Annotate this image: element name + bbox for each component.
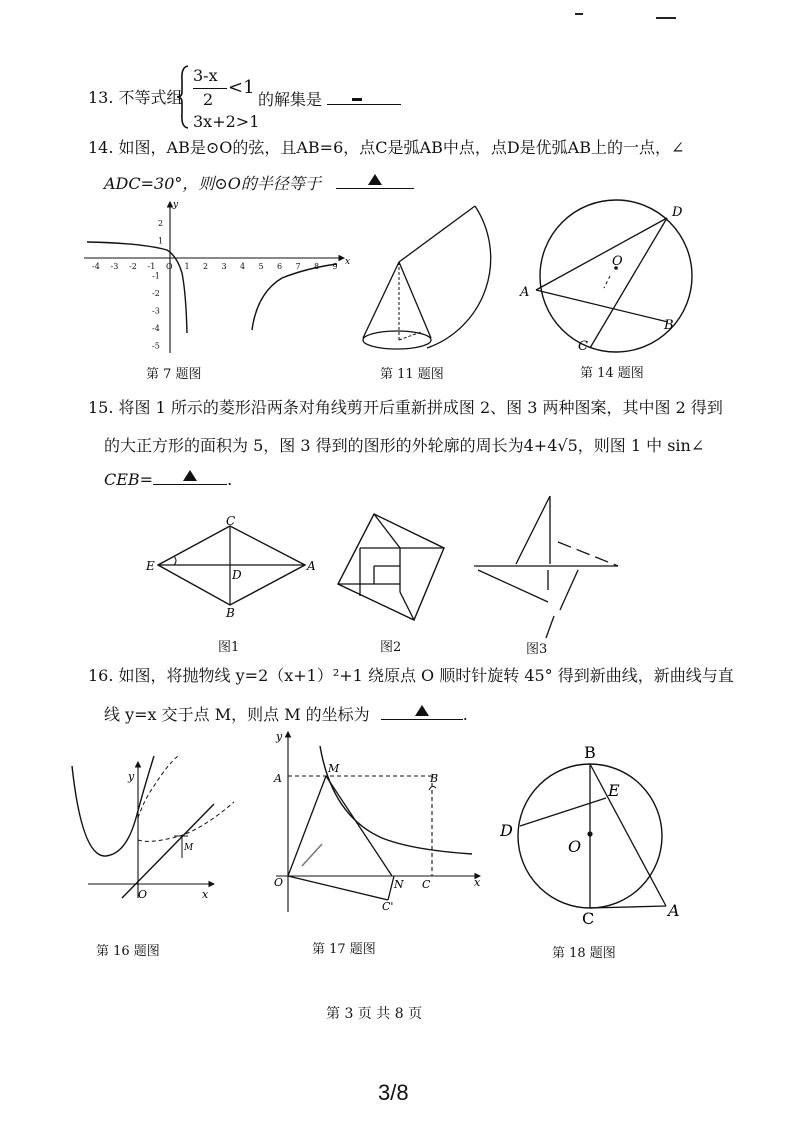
inequality-2: 3x+2>1: [193, 112, 260, 131]
question-13: [88, 88, 183, 108]
x-tick-label: -4: [92, 262, 100, 271]
question-text: 不等式组: [118, 88, 183, 107]
axis-label-x: x: [202, 888, 209, 901]
math-expression: 4+4√5: [523, 436, 578, 455]
inequality-brace: [176, 64, 190, 130]
x-tick-label: -2: [129, 262, 137, 271]
question-text: .: [462, 705, 468, 724]
y-tick-label: -2: [152, 289, 160, 298]
point-label-M: M: [184, 843, 194, 853]
caption-fig17: 第 17 题图: [312, 942, 376, 957]
point-label-A: A: [274, 772, 282, 785]
page-number: 3/8: [378, 1080, 409, 1105]
triangle-icon: [415, 705, 429, 716]
x-tick-label: -1: [147, 262, 156, 271]
x-tick-label: 3: [221, 262, 227, 271]
point-label-N: N: [394, 878, 404, 891]
x-axis-label: x: [345, 257, 351, 267]
point-label-B: B: [430, 772, 439, 785]
point-label-E: E: [146, 559, 155, 573]
scan-mark: [575, 13, 583, 15]
scan-mark: [656, 17, 676, 19]
question-text: CEB=: [104, 470, 154, 489]
y-tick-label: -4: [152, 324, 160, 333]
point-label-A: A: [668, 901, 680, 920]
point-label-B: B: [226, 606, 235, 620]
curve-left: [87, 242, 187, 333]
caption-fig14: 第 14 题图: [580, 366, 644, 381]
x-tick-label: 8: [314, 262, 320, 271]
point-label-C: C: [226, 516, 236, 528]
inequality-1-relation: <1: [228, 77, 255, 98]
x-tick-label: 4: [240, 262, 246, 271]
y-tick-label: -5: [152, 341, 160, 351]
x-tick-label: 9: [332, 262, 338, 271]
triangle-icon: [368, 174, 382, 185]
curve-right: [252, 264, 337, 330]
answer-blank: [153, 468, 227, 485]
caption-fig2: 图2: [380, 640, 402, 655]
x-tick-label: 7: [295, 262, 301, 271]
point-label-D: D: [500, 821, 513, 840]
y-tick-label: -3: [152, 306, 160, 316]
caption-fig11: 第 11 题图: [380, 367, 444, 382]
axis-label-y: y: [128, 770, 135, 783]
point-label-O: O: [612, 254, 623, 269]
figure-18-circle: [494, 740, 694, 930]
question-15-line1: 15. 将图 1 所示的菱形沿两条对角线剪开后重新拼成图 2、图 3 两种图案，其中图 2 得到: [88, 398, 723, 417]
figure-2-square: [330, 508, 450, 628]
answer-blank: [327, 88, 401, 105]
origin-label: O: [138, 888, 148, 901]
point-label-B: B: [584, 743, 596, 762]
x-tick-label: 2: [203, 262, 209, 271]
answer-blank: [336, 172, 414, 189]
question-number: 13.: [88, 88, 114, 107]
question-16-line1: 16. 如图，将抛物线 y=2（x+1）²+1 绕原点 O 顺时针旋转 45° 得到新曲线，新曲线与直: [88, 666, 734, 685]
figure-3-pattern: [468, 492, 638, 642]
point-label-B: B: [664, 318, 674, 333]
question-text: ADC=30°，则⊙O的半径等于: [104, 174, 321, 193]
point-label-M: M: [328, 762, 340, 775]
figure-16-graph: [64, 748, 244, 908]
point-label-E: E: [608, 781, 620, 800]
caption-fig1: 图1: [218, 640, 240, 655]
point-label-C: C: [578, 339, 588, 354]
blank-mark: [352, 98, 362, 101]
x-tick-label: 6: [277, 262, 283, 271]
point-label-C: C: [582, 909, 595, 928]
figure-17-graph: [262, 726, 492, 916]
question-text: 的大正方形的面积为 5，图 3 得到的图形的外轮廓的周长为: [104, 436, 524, 455]
point-label-O: O: [274, 876, 284, 889]
axis-label-x: x: [474, 876, 481, 889]
question-text: .: [227, 470, 233, 489]
question-16-line2: [104, 703, 468, 725]
caption-fig7: 第 7 题图: [146, 367, 202, 382]
question-14-line2: [104, 172, 414, 194]
point-label-D: D: [672, 205, 683, 220]
y-tick-label: 1: [158, 236, 164, 246]
triangle-icon: [183, 470, 197, 481]
question-text: ，则图 1 中 sin∠: [577, 436, 705, 455]
figure-1-rhombus: [140, 516, 325, 620]
page-footer: 第 3 页 共 8 页: [326, 1006, 423, 1022]
figure-11-cone: [355, 200, 505, 360]
question-text: 线 y=x 交于点 M，则点 M 的坐标为: [104, 705, 370, 724]
y-axis-label: y: [173, 200, 179, 210]
answer-blank: [381, 703, 463, 720]
x-tick-label: -3: [110, 262, 119, 271]
x-tick-label: 5: [258, 262, 264, 271]
figure-7-graph: [82, 198, 352, 358]
point-label-D: D: [232, 568, 242, 582]
question-15-line3: [104, 468, 232, 490]
figure-14-circle: [512, 198, 712, 358]
axis-label-y: y: [276, 730, 283, 743]
caption-fig16: 第 16 题图: [96, 944, 160, 959]
point-label-A: A: [307, 559, 316, 573]
caption-fig3: 图3: [526, 642, 548, 657]
question-14-line1: 14. 如图，AB是⊙O的弦，且AB=6，点C是弧AB中点，点D是优弧AB上的一点，∠: [88, 138, 685, 157]
point-label-A: A: [520, 285, 530, 300]
question-13-tail: [258, 88, 401, 110]
question-15-line2: [104, 436, 704, 456]
caption-fig18: 第 18 题图: [552, 946, 616, 961]
inequality-1-denominator: 2: [203, 90, 214, 109]
point-label-O: O: [568, 837, 582, 856]
y-tick-label: -1: [152, 271, 160, 281]
inequality-1-numerator: 3-x: [193, 66, 218, 85]
question-text: 的解集是: [258, 90, 323, 109]
point-label-C: C: [422, 878, 431, 891]
y-tick-label: 2: [158, 219, 164, 228]
point-label-C-prime: C': [382, 900, 394, 913]
x-tick-label: 1: [184, 262, 190, 271]
x-tick-label: O: [166, 262, 173, 271]
